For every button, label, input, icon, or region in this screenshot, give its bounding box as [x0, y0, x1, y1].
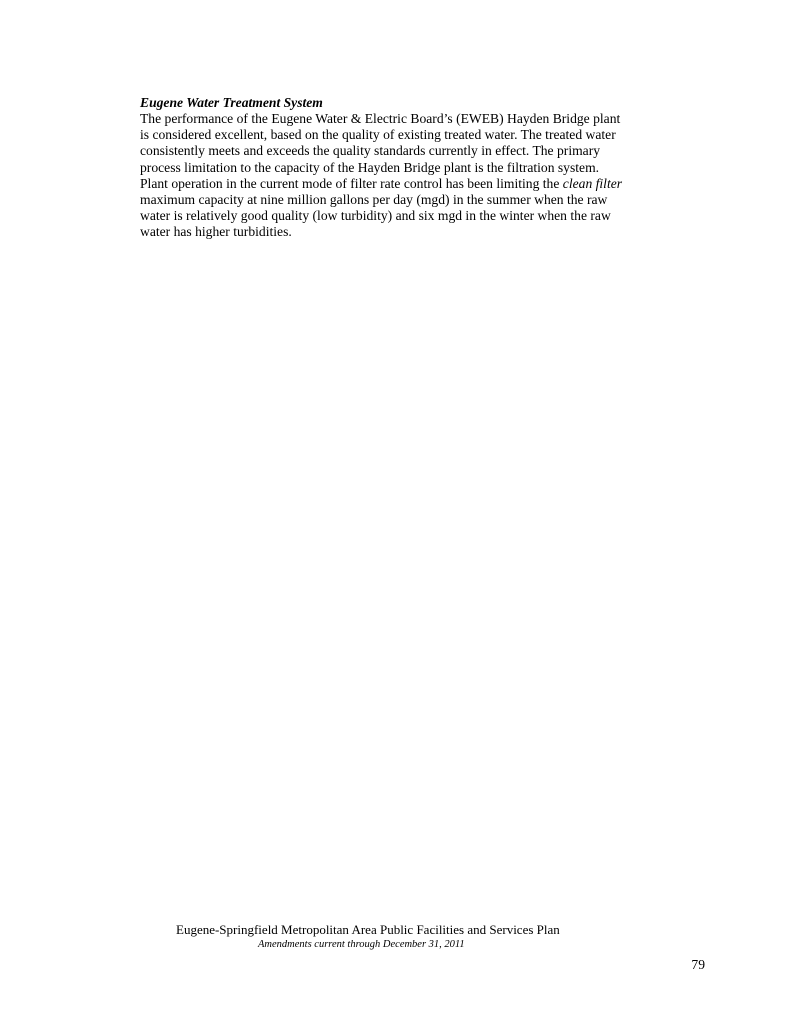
paragraph-line: water is relatively good quality (low turbidity) and six mgd in the winter when the raw	[140, 208, 611, 224]
paragraph-line: process limitation to the capacity of the Hayden Bridge plant is the filtration system.	[140, 159, 600, 175]
page-number: 79	[691, 957, 705, 972]
section-heading: Eugene Water Treatment System	[140, 95, 323, 110]
paragraph-line: water has higher turbidities.	[140, 224, 292, 240]
footer-subtitle: Amendments current through December 31, 2011	[258, 939, 465, 950]
paragraph-line	[140, 176, 705, 192]
paragraph-line: consistently meets and exceeds the quality standards currently in effect. The primary	[140, 143, 601, 159]
water-treatment-section	[140, 95, 705, 241]
paragraph-line: is considered excellent, based on the quality of existing treated water. The treated water	[140, 127, 616, 143]
footer-title: Eugene-Springfield Metropolitan Area Public Facilities and Services Plan	[176, 922, 560, 937]
paragraph-line-text: Plant operation in the current mode of filter rate control has been limiting the	[140, 175, 563, 191]
paragraph-line: The performance of the Eugene Water & Electric Board’s (EWEB) Hayden Bridge plant	[140, 111, 621, 126]
emphasized-term: clean filter	[562, 175, 623, 191]
section-paragraph	[140, 111, 705, 241]
paragraph-line: maximum capacity at nine million gallons per day (mgd) in the summer when the raw	[140, 192, 608, 208]
